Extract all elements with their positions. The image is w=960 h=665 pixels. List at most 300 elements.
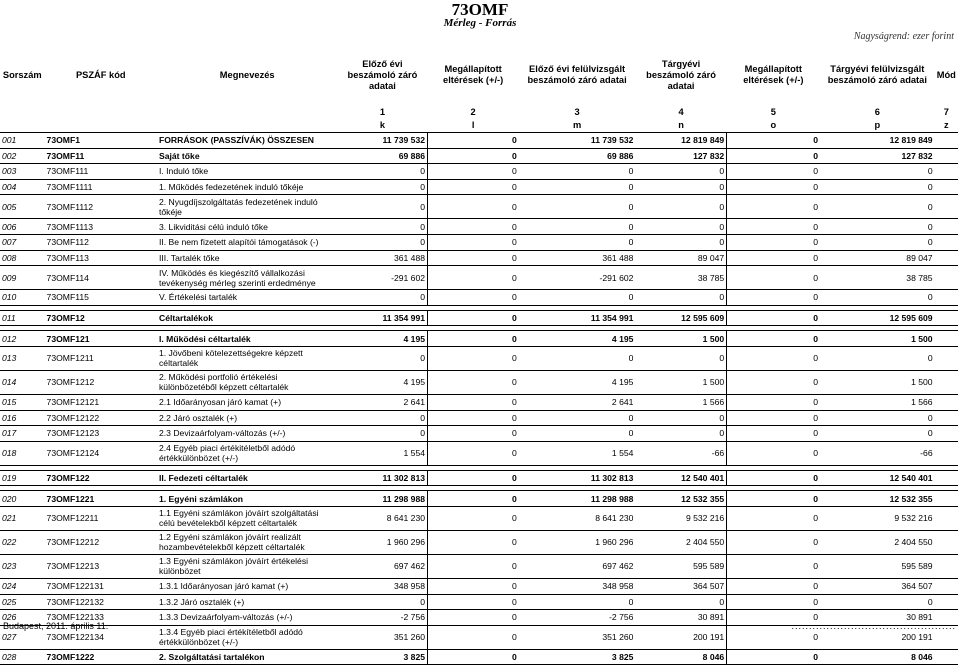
value-cell: 2 404 550 [635, 530, 726, 554]
value-cell: 89 047 [635, 250, 726, 266]
value-cell: 0 [727, 234, 820, 250]
row-name: 1.3.4 Egyéb piaci értékítéletből adódó értékkülönbözet (+/-) [157, 625, 337, 649]
value-cell: 1 500 [820, 370, 935, 394]
row-number: 021 [0, 506, 45, 530]
row-number: 015 [0, 394, 45, 410]
value-cell: 0 [727, 346, 820, 370]
value-cell: 0 [428, 441, 519, 465]
value-cell: 0 [337, 410, 427, 426]
row-number: 009 [0, 266, 45, 290]
table-row [0, 250, 958, 266]
value-cell: 1 500 [820, 331, 935, 347]
value-cell: 3 825 [337, 649, 427, 665]
table-body [0, 133, 958, 665]
col-header: Mód [936, 69, 956, 80]
mod-cell [935, 346, 958, 370]
value-cell: 0 [428, 394, 519, 410]
value-cell: 0 [428, 250, 519, 266]
value-cell: 0 [635, 179, 726, 195]
table-row [0, 219, 958, 235]
row-code: 73OMF122 [45, 470, 157, 486]
value-cell: 0 [635, 346, 726, 370]
table-row [0, 426, 958, 442]
value-cell: -2 756 [337, 610, 427, 626]
col-header: Sorszám [2, 69, 42, 80]
value-cell: 361 488 [519, 250, 636, 266]
col-letter: z [935, 119, 958, 133]
mod-cell [935, 506, 958, 530]
value-cell: 0 [337, 594, 427, 610]
value-cell: 0 [428, 148, 519, 164]
row-code: 73OMF1113 [45, 219, 157, 235]
table-row [0, 133, 958, 149]
table-row [0, 470, 958, 486]
row-name: 1. Egyéni számlákon [157, 491, 337, 507]
value-cell: 0 [820, 346, 935, 370]
value-cell: 595 589 [635, 554, 726, 578]
value-cell: 2 641 [519, 394, 636, 410]
row-name: 1.1 Egyéni számlákon jóváírt szolgáltatási célú bevételekből képzett céltartalék [157, 506, 337, 530]
value-cell: 0 [727, 148, 820, 164]
row-code: 73OMF12211 [45, 506, 157, 530]
value-cell: 1 566 [820, 394, 935, 410]
table-row [0, 554, 958, 578]
value-cell: 697 462 [337, 554, 427, 578]
value-cell: 0 [727, 266, 820, 290]
value-cell: 0 [428, 578, 519, 594]
value-cell: 351 260 [337, 625, 427, 649]
row-number: 016 [0, 410, 45, 426]
row-name: I. Induló tőke [157, 164, 337, 180]
value-cell: 0 [635, 426, 726, 442]
mod-cell [935, 578, 958, 594]
col-header: Megállapított eltérések (+/-) [743, 64, 804, 85]
row-name: V. Értékelési tartalék [157, 290, 337, 306]
table-row [0, 594, 958, 610]
col-number: 4 [678, 107, 684, 117]
value-cell: 0 [727, 310, 820, 326]
row-code: 73OMF122134 [45, 625, 157, 649]
value-cell: 0 [428, 610, 519, 626]
signature-line: ............................................... [791, 621, 956, 631]
value-cell: 0 [635, 410, 726, 426]
value-cell: 0 [727, 594, 820, 610]
value-cell: 0 [635, 594, 726, 610]
value-cell: 38 785 [635, 266, 726, 290]
table-row [0, 310, 958, 326]
value-cell: 8 046 [635, 649, 726, 665]
value-cell: 0 [428, 164, 519, 180]
row-name: 2.1 Időarányosan járó kamat (+) [157, 394, 337, 410]
row-name: 1.3 Egyéni számlákon jóváírt értékelési különbözet [157, 554, 337, 578]
value-cell: 4 195 [519, 331, 636, 347]
value-cell: 11 354 991 [337, 310, 427, 326]
row-number: 005 [0, 195, 45, 219]
col-header: PSZÁF kód [75, 69, 126, 80]
value-cell: 0 [727, 441, 820, 465]
value-cell: 0 [337, 164, 427, 180]
value-cell: 38 785 [820, 266, 935, 290]
table-row [0, 331, 958, 347]
value-cell: 348 958 [337, 578, 427, 594]
value-cell: 0 [820, 290, 935, 306]
value-cell: 200 191 [820, 625, 935, 649]
value-cell: 11 739 532 [337, 133, 427, 149]
value-cell: 0 [337, 290, 427, 306]
value-cell: 0 [727, 195, 820, 219]
value-cell: 0 [727, 331, 820, 347]
value-cell: 0 [519, 234, 636, 250]
value-cell: 1 960 296 [337, 530, 427, 554]
value-cell: 0 [428, 506, 519, 530]
value-cell: 0 [337, 234, 427, 250]
row-number: 026 [0, 610, 45, 626]
value-cell: 1 500 [635, 331, 726, 347]
value-cell: 0 [519, 219, 636, 235]
value-cell: 0 [727, 219, 820, 235]
value-cell: 30 891 [820, 610, 935, 626]
row-number: 025 [0, 594, 45, 610]
value-cell: 0 [820, 426, 935, 442]
value-cell: 0 [727, 506, 820, 530]
value-cell: 0 [519, 410, 636, 426]
value-cell: 12 540 401 [635, 470, 726, 486]
value-cell: 0 [635, 164, 726, 180]
value-cell: 0 [428, 370, 519, 394]
col-letter: o [727, 119, 820, 133]
row-code: 73OMF122132 [45, 594, 157, 610]
row-name: 1.3.3 Devizaárfolyam-változás (+/-) [157, 610, 337, 626]
value-cell: 0 [727, 530, 820, 554]
row-number: 003 [0, 164, 45, 180]
value-cell: 8 046 [820, 649, 935, 665]
mod-cell [935, 649, 958, 665]
value-cell: 0 [727, 290, 820, 306]
col-number: 1 [379, 107, 386, 117]
value-cell: 2 404 550 [820, 530, 935, 554]
value-cell: 0 [428, 195, 519, 219]
mod-cell [935, 290, 958, 306]
row-number: 008 [0, 250, 45, 266]
value-cell: 0 [820, 179, 935, 195]
table-row [0, 195, 958, 219]
row-number: 014 [0, 370, 45, 394]
value-cell: 12 595 609 [635, 310, 726, 326]
table-row [0, 491, 958, 507]
page-title: 73OMF [451, 0, 509, 19]
row-name: 1.3.1 Időarányosan járó kamat (+) [157, 578, 337, 594]
value-cell: 0 [428, 133, 519, 149]
value-cell: 0 [635, 290, 726, 306]
value-cell: 8 641 230 [337, 506, 427, 530]
value-cell: 11 302 813 [519, 470, 636, 486]
value-cell: 0 [727, 625, 820, 649]
table-row [0, 290, 958, 306]
value-cell: 9 532 216 [820, 506, 935, 530]
value-cell: 127 832 [635, 148, 726, 164]
value-cell: 69 886 [337, 148, 427, 164]
value-cell: 1 566 [635, 394, 726, 410]
table-row [0, 410, 958, 426]
value-cell: -2 756 [519, 610, 636, 626]
mod-cell [935, 219, 958, 235]
row-number: 024 [0, 578, 45, 594]
mod-cell [935, 179, 958, 195]
value-cell: 12 595 609 [820, 310, 935, 326]
row-number: 028 [0, 649, 45, 665]
row-code: 73OMF122133 [45, 610, 157, 626]
value-cell: 351 260 [519, 625, 636, 649]
row-code: 73OMF113 [45, 250, 157, 266]
row-code: 73OMF11 [45, 148, 157, 164]
value-cell: 0 [428, 310, 519, 326]
row-name: 2.2 Járó osztalék (+) [157, 410, 337, 426]
value-cell: 11 354 991 [519, 310, 636, 326]
table-row [0, 506, 958, 530]
mod-cell [935, 491, 958, 507]
value-cell: 1 500 [635, 370, 726, 394]
value-cell: 0 [635, 234, 726, 250]
value-cell: 0 [635, 219, 726, 235]
row-code: 73OMF12 [45, 310, 157, 326]
col-header: Megnevezés [219, 69, 275, 80]
row-name: 1.2 Egyéni számlákon jóváírt realizált hozambevételekből képzett céltartalék [157, 530, 337, 554]
value-cell: 0 [635, 195, 726, 219]
value-cell: 0 [519, 195, 636, 219]
table-row [0, 346, 958, 370]
mod-cell [935, 426, 958, 442]
col-letter: m [519, 119, 636, 133]
value-cell: 0 [820, 234, 935, 250]
row-code: 73OMF12123 [45, 426, 157, 442]
mod-cell [935, 164, 958, 180]
value-cell: 89 047 [820, 250, 935, 266]
value-cell: 0 [727, 578, 820, 594]
value-cell: 0 [519, 594, 636, 610]
row-code: 73OMF121 [45, 331, 157, 347]
row-name: 1. Működés fedezetének induló tőkéje [157, 179, 337, 195]
row-name: FORRÁSOK (PASSZÍVÁK) ÖSSZESEN [157, 133, 337, 149]
mod-cell [935, 234, 958, 250]
col-number: 7 [943, 107, 949, 117]
value-cell: 0 [428, 266, 519, 290]
value-cell: 200 191 [635, 625, 726, 649]
value-cell: 4 195 [519, 370, 636, 394]
mod-cell [935, 410, 958, 426]
table-row [0, 234, 958, 250]
row-code: 73OMF1212 [45, 370, 157, 394]
row-code: 73OMF12121 [45, 394, 157, 410]
value-cell: -291 602 [519, 266, 636, 290]
value-cell: 1 960 296 [519, 530, 636, 554]
value-cell: 0 [428, 179, 519, 195]
col-number: 2 [470, 107, 476, 117]
row-code: 73OMF12122 [45, 410, 157, 426]
row-name: IV. Működés és kiegészítő vállalkozási tevékenység mérleg szerinti erdedménye [157, 266, 337, 290]
value-cell: 8 641 230 [519, 506, 636, 530]
row-name: 2.4 Egyéb piaci értékitéletből adódó értékkülönbözet (+/-) [157, 441, 337, 465]
value-cell: 0 [428, 426, 519, 442]
value-cell: 4 195 [337, 331, 427, 347]
mod-cell [935, 266, 958, 290]
value-cell: 0 [337, 219, 427, 235]
row-code: 73OMF1211 [45, 346, 157, 370]
col-header: Tárgyévi felülvizsgált beszámoló záró adatai [827, 64, 927, 85]
page-subtitle: Mérleg - Forrás [443, 17, 517, 29]
value-cell: 0 [820, 195, 935, 219]
mod-cell [935, 554, 958, 578]
value-cell: 11 739 532 [519, 133, 636, 149]
value-cell: 0 [428, 219, 519, 235]
value-cell: 2 641 [337, 394, 427, 410]
value-cell: 4 195 [337, 370, 427, 394]
value-cell: 0 [820, 219, 935, 235]
col-letter: p [820, 119, 935, 133]
mod-cell [935, 370, 958, 394]
value-cell: 361 488 [337, 250, 427, 266]
value-cell: -66 [820, 441, 935, 465]
row-name: I. Működési céltartalék [157, 331, 337, 347]
value-cell: 595 589 [820, 554, 935, 578]
value-cell: 0 [727, 426, 820, 442]
col-letter: n [635, 119, 726, 133]
row-code: 73OMF1112 [45, 195, 157, 219]
col-header: Tárgyévi beszámoló záró adatai [646, 58, 716, 91]
table-row [0, 394, 958, 410]
mod-cell [935, 195, 958, 219]
row-code: 73OMF12213 [45, 554, 157, 578]
row-number: 013 [0, 346, 45, 370]
value-cell: 0 [428, 331, 519, 347]
col-number: 6 [874, 107, 880, 117]
row-name: 3. Likviditási célú induló tőke [157, 219, 337, 235]
row-code: 73OMF115 [45, 290, 157, 306]
value-cell: 30 891 [635, 610, 726, 626]
mod-cell [935, 148, 958, 164]
value-cell: 364 507 [635, 578, 726, 594]
value-cell: 0 [727, 610, 820, 626]
row-number: 004 [0, 179, 45, 195]
value-cell: 0 [519, 426, 636, 442]
value-cell: 9 532 216 [635, 506, 726, 530]
value-cell: 0 [727, 554, 820, 578]
row-name: Saját tőke [157, 148, 337, 164]
table-row [0, 266, 958, 290]
row-name: Céltartalékok [157, 310, 337, 326]
value-cell: 0 [428, 554, 519, 578]
mod-cell [935, 310, 958, 326]
value-cell: 0 [727, 394, 820, 410]
table-row [0, 649, 958, 665]
row-number: 012 [0, 331, 45, 347]
value-cell: 0 [820, 164, 935, 180]
mod-cell [935, 594, 958, 610]
row-name: III. Tartalék tőke [157, 250, 337, 266]
row-number: 001 [0, 133, 45, 149]
value-cell: 364 507 [820, 578, 935, 594]
value-cell: 0 [428, 290, 519, 306]
value-cell: 0 [337, 179, 427, 195]
value-cell: -66 [635, 441, 726, 465]
value-cell: 12 819 849 [635, 133, 726, 149]
row-number: 022 [0, 530, 45, 554]
row-name: 2. Működési portfolió értékelési különbözetéből képzett céltartalék [157, 370, 337, 394]
table-row [0, 179, 958, 195]
value-cell: 0 [727, 491, 820, 507]
row-code: 73OMF1221 [45, 491, 157, 507]
value-cell: 0 [727, 649, 820, 665]
value-cell: 0 [727, 470, 820, 486]
table-row [0, 578, 958, 594]
row-code: 73OMF111 [45, 164, 157, 180]
col-letter: l [428, 119, 519, 133]
value-cell: -291 602 [337, 266, 427, 290]
table-header [0, 44, 958, 133]
value-cell: 0 [428, 470, 519, 486]
row-number: 007 [0, 234, 45, 250]
value-cell: 0 [727, 370, 820, 394]
value-cell: 0 [428, 625, 519, 649]
mod-cell [935, 530, 958, 554]
row-code: 73OMF12124 [45, 441, 157, 465]
value-cell: 1 554 [519, 441, 636, 465]
row-name: 2. Szolgáltatási tartalékon [157, 649, 337, 665]
unit-note: Nagyságrend: ezer forint [853, 31, 954, 42]
row-number: 010 [0, 290, 45, 306]
value-cell: 0 [727, 410, 820, 426]
value-cell: 0 [428, 594, 519, 610]
table-row [0, 164, 958, 180]
value-cell: 12 819 849 [820, 133, 935, 149]
value-cell: 12 532 355 [820, 491, 935, 507]
value-cell: 0 [337, 195, 427, 219]
row-number: 006 [0, 219, 45, 235]
value-cell: 0 [337, 426, 427, 442]
value-cell: 697 462 [519, 554, 636, 578]
col-header: Megállapított eltérések (+/-) [443, 64, 504, 85]
value-cell: 0 [519, 164, 636, 180]
value-cell: 0 [519, 290, 636, 306]
value-cell: 12 540 401 [820, 470, 935, 486]
value-cell: 0 [337, 346, 427, 370]
value-cell: 0 [519, 346, 636, 370]
value-cell: 0 [727, 179, 820, 195]
row-number: 002 [0, 148, 45, 164]
col-header: Előző évi beszámoló záró adatai [347, 58, 418, 91]
row-code: 73OMF1222 [45, 649, 157, 665]
value-cell: 0 [727, 164, 820, 180]
mod-cell [935, 133, 958, 149]
value-cell: 0 [428, 346, 519, 370]
col-number: 5 [770, 107, 776, 117]
row-name: II. Be nem fizetett alapítói támogatások (-) [157, 234, 337, 250]
row-number: 018 [0, 441, 45, 465]
table-row [0, 370, 958, 394]
mod-cell [935, 470, 958, 486]
value-cell: 0 [820, 410, 935, 426]
row-name: 1. Jövőbeni kötelezettségekre képzett céltartalék [157, 346, 337, 370]
row-number: 017 [0, 426, 45, 442]
row-name: 2.3 Devizaárfolyam-változás (+/-) [157, 426, 337, 442]
table-row [0, 441, 958, 465]
row-number: 023 [0, 554, 45, 578]
row-code: 73OMF12212 [45, 530, 157, 554]
value-cell: 1 554 [337, 441, 427, 465]
value-cell: 3 825 [519, 649, 636, 665]
value-cell: 11 298 988 [337, 491, 427, 507]
col-header: Előző évi felülvizsgált beszámoló záró adatai [527, 64, 627, 85]
mod-cell [935, 250, 958, 266]
